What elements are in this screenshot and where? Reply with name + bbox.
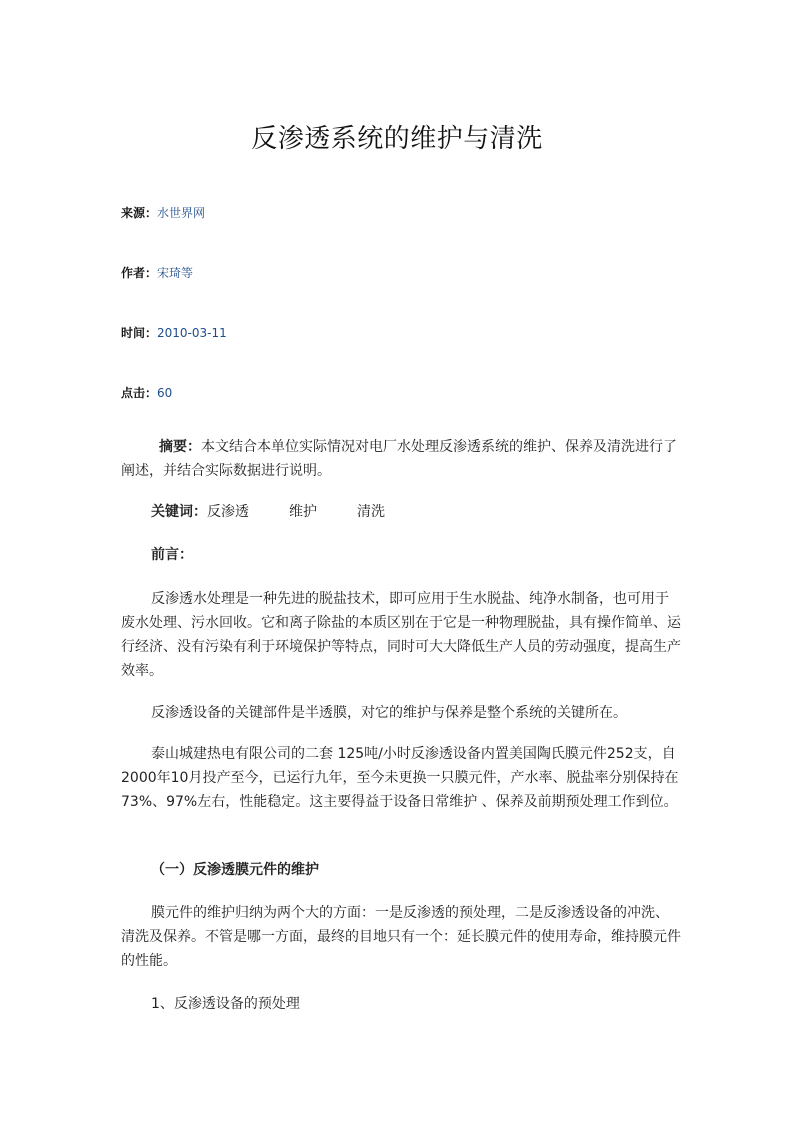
- author-label: 作者：: [121, 266, 158, 280]
- paragraph-text: 膜元件的维护归纳为两个大的方面：一是反渗透的预处理，二是反渗透设备的冲洗、清洗及保养。不管是哪一方面，最终的目地只有一个：延长膜元件的使用寿命，维持膜元件的性能。: [121, 905, 681, 969]
- paragraph: [121, 901, 681, 973]
- paragraph: [121, 701, 681, 725]
- meta-time: [121, 325, 227, 341]
- section-heading-text: （一）反渗透膜元件的维护: [151, 862, 319, 878]
- source-label: 来源：: [121, 206, 158, 220]
- abstract-label: 摘要：: [159, 439, 201, 455]
- keyword: 反渗透: [207, 504, 249, 520]
- abstract-text: 本文结合本单位实际情况对电厂水处理反渗透系统的维护、保养及清洗进行了阐述，并结合实际数据进行说明。: [121, 439, 677, 479]
- subsection-heading-text: 1、反渗透设备的预处理: [151, 996, 300, 1012]
- keywords: [121, 500, 681, 524]
- section-heading: [121, 858, 681, 882]
- paragraph-text: 反渗透水处理是一种先进的脱盐技术，即可应用于生水脱盐、纯净水制备，也可用于废水处理、污水回收。它和离子除盐的本质区别在于它是一种物理脱盐，具有操作简单、运行经济、没有污染有利于环境保护等特点，同时可大大降低生产人员的劳动强度，提高生产效率。: [121, 591, 681, 679]
- time-value: 2010-03-11: [157, 326, 227, 340]
- meta-author: [121, 265, 193, 281]
- author-value: 宋琦等: [157, 266, 194, 280]
- clicks-value: 60: [157, 386, 173, 400]
- subsection-heading: [121, 992, 681, 1016]
- abstract: [121, 435, 681, 483]
- foreword-label: 前言：: [151, 547, 193, 563]
- foreword-heading: [121, 543, 681, 567]
- keywords-label: 关键词：: [151, 504, 207, 520]
- meta-clicks: [121, 385, 172, 401]
- source-link[interactable]: 水世界网: [157, 206, 206, 220]
- paragraph: [121, 587, 681, 683]
- meta-source: [121, 205, 205, 221]
- paragraph-text: 泰山城建热电有限公司的二套 125吨/小时反渗透设备内置美国陶氏膜元件252支，自2000年10月投产至今，已运行九年，至今未更换一只膜元件，产水率、脱盐率分别保持在 73%、97%左右，性能稳定。这主要得益于设备日常维护 、保养及前期预处理工作到位。: [121, 746, 679, 810]
- paragraph-text: 反渗透设备的关键部件是半透膜，对它的维护与保养是整个系统的关键所在。: [151, 705, 627, 721]
- document-title: 反渗透系统的维护与清洗: [251, 124, 543, 154]
- time-label: 时间：: [121, 326, 158, 340]
- paragraph: [121, 742, 681, 814]
- keyword: 维护: [289, 504, 317, 520]
- keyword: 清洗: [357, 504, 385, 520]
- clicks-label: 点击：: [121, 386, 158, 400]
